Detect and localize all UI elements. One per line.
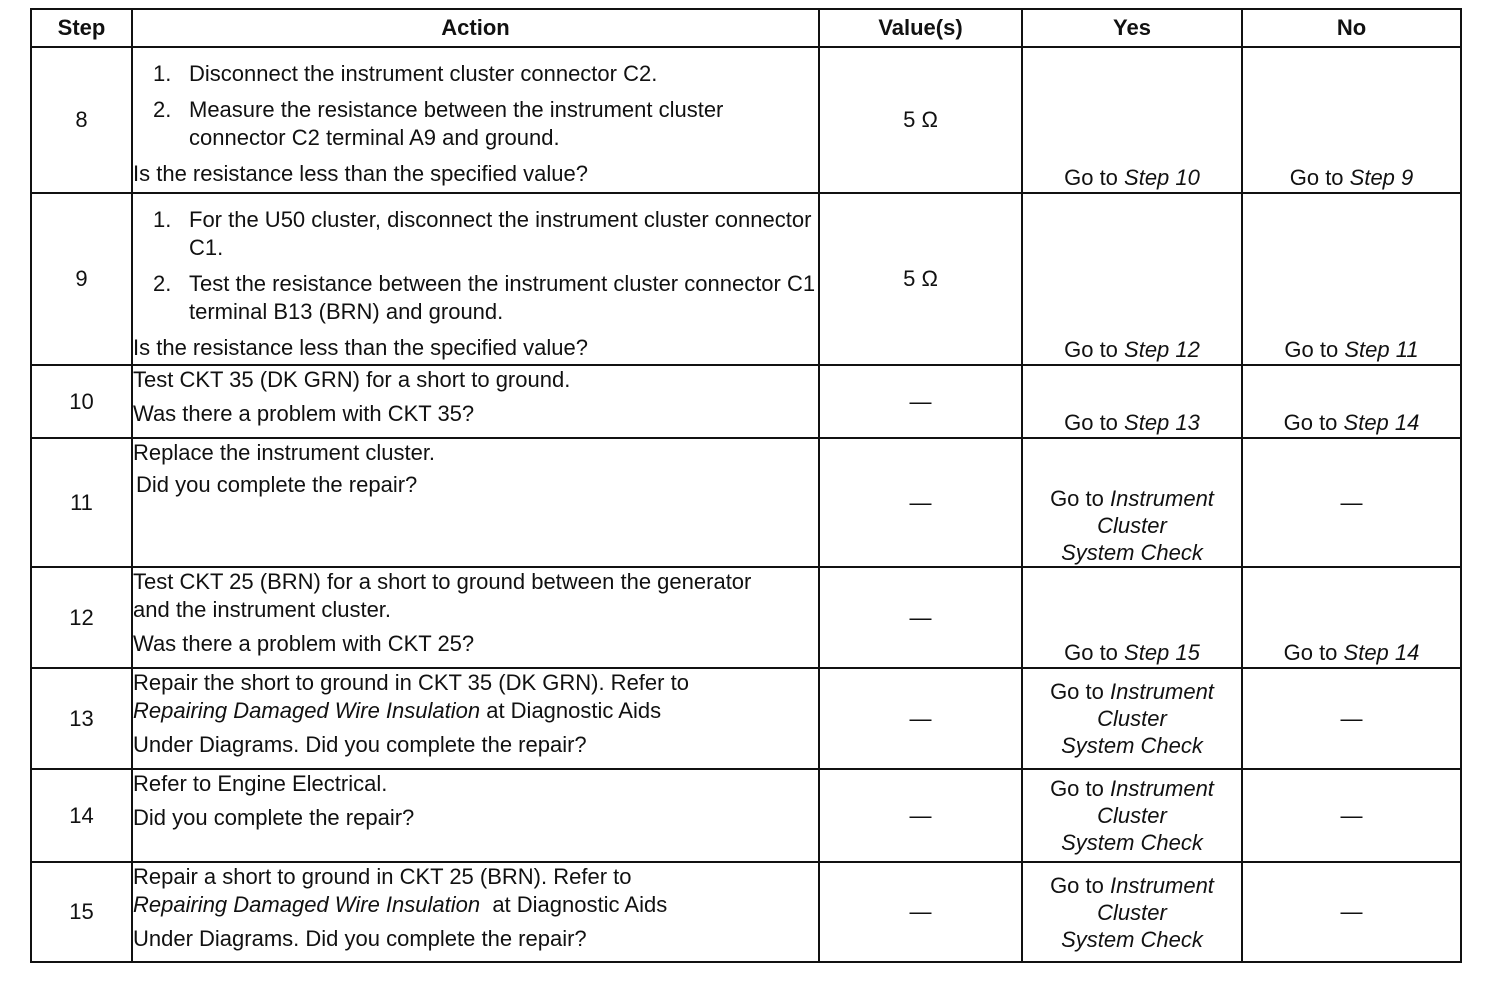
no-cell: Go to Step 11 [1242,193,1461,365]
yes-step-link: Step 12 [1124,337,1200,362]
action-question: Did you complete the repair? [136,472,418,497]
value-cell: 5 Ω [819,47,1022,193]
action-text: Repair a short to ground in CKT 25 (BRN). Refer to [133,864,632,889]
value-cell: — [819,365,1022,438]
table-row-step-13 [31,668,1461,769]
action-cell [132,862,819,962]
table-row-step-15 [31,862,1461,962]
action-cell [132,567,819,668]
diagnostic-table [30,8,1462,963]
yes-step-link: Step 15 [1124,640,1200,665]
value-cell: — [819,862,1022,962]
action-cell [132,769,819,862]
no-step-link: Step 9 [1349,165,1414,190]
yes-step-link: Step 10 [1124,165,1200,190]
action-list-item: 2. Measure the resistance between the instrument cluster connector C2 terminal A9 and ground. [153,97,724,150]
no-step-link: Step 14 [1343,410,1420,435]
no-step-link: Step 11 [1344,337,1419,362]
header-action: Action [132,9,819,47]
value-cell: 5 Ω [819,193,1022,365]
action-text: Refer to Engine Electrical. [133,771,388,796]
action-text: Repair the short to ground in CKT 35 (DK GRN). Refer to [133,670,689,695]
header-no: No [1242,9,1461,47]
yes-cell: Go to Step 12 [1022,193,1242,365]
action-list-item: 1. Disconnect the instrument cluster connector C2. [153,61,658,86]
action-cell [132,438,819,567]
action-text: Test CKT 35 (DK GRN) for a short to ground. [133,367,571,392]
step-number: 8 [31,47,132,193]
action-question: Did you complete the repair? [133,805,415,830]
action-question: Under Diagrams. Did you complete the repair? [133,926,587,951]
step-number: 13 [31,668,132,769]
no-step-link: Step 14 [1343,640,1420,665]
action-text-line2: Repairing Damaged Wire Insulation at Diagnostic Aids [133,698,662,723]
no-cell: — [1242,862,1461,962]
action-list-item: 1. For the U50 cluster, disconnect the instrument cluster connector C1. [153,207,812,260]
no-cell: — [1242,668,1461,769]
yes-cell: Go to Instrument Cluster System Check [1022,862,1242,962]
header-row [31,9,1461,47]
step-number: 10 [31,365,132,438]
table-row-step-14 [31,769,1461,862]
action-question: Is the resistance less than the specified value? [133,161,588,186]
action-question: Under Diagrams. Did you complete the repair? [133,732,587,757]
value-cell: — [819,668,1022,769]
table-row-step-8 [31,47,1461,193]
yes-step-link: Step 13 [1124,410,1200,435]
header-yes: Yes [1022,9,1242,47]
no-cell: — [1242,438,1461,567]
action-list [133,206,818,326]
reference-title: Repairing Damaged Wire Insulation [133,698,481,723]
header-step: Step [31,9,132,47]
value-cell: — [819,567,1022,668]
no-cell: Go to Step 9 [1242,47,1461,193]
action-text: Test CKT 25 (BRN) for a short to ground between the generator and the instrument cluster. [133,569,752,622]
header-values: Value(s) [819,9,1022,47]
action-text: Replace the instrument cluster. [133,440,436,465]
table-row-step-10 [31,365,1461,438]
step-number: 14 [31,769,132,862]
action-list [133,60,818,152]
action-list-item: 2. Test the resistance between the instrument cluster connector C1 terminal B13 (BRN) and ground. [153,271,816,324]
action-cell [132,193,819,365]
action-cell [132,47,819,193]
yes-cell: Go to Step 15 [1022,567,1242,668]
action-question: Was there a problem with CKT 35? [133,401,475,426]
yes-cell: Go to Step 10 [1022,47,1242,193]
action-cell [132,668,819,769]
yes-cell: Go to Instrument Cluster System Check [1022,769,1242,862]
table-row-step-12 [31,567,1461,668]
value-cell: — [819,769,1022,862]
yes-cell: Go to Instrument Cluster System Check [1022,438,1242,567]
reference-title: Repairing Damaged Wire Insulation [133,892,481,917]
no-cell: Go to Step 14 [1242,567,1461,668]
step-number: 12 [31,567,132,668]
value-cell: — [819,438,1022,567]
step-number: 15 [31,862,132,962]
step-number: 11 [31,438,132,567]
no-cell: — [1242,769,1461,862]
yes-cell: Go to Instrument Cluster System Check [1022,668,1242,769]
no-cell: Go to Step 14 [1242,365,1461,438]
action-cell [132,365,819,438]
step-number: 9 [31,193,132,365]
action-question: Is the resistance less than the specified value? [133,335,588,360]
action-text-line2: Repairing Damaged Wire Insulation at Diagnostic Aids [133,892,668,917]
table-row-step-9 [31,193,1461,365]
yes-cell: Go to Step 13 [1022,365,1242,438]
action-question: Was there a problem with CKT 25? [133,631,475,656]
table-row-step-11 [31,438,1461,567]
